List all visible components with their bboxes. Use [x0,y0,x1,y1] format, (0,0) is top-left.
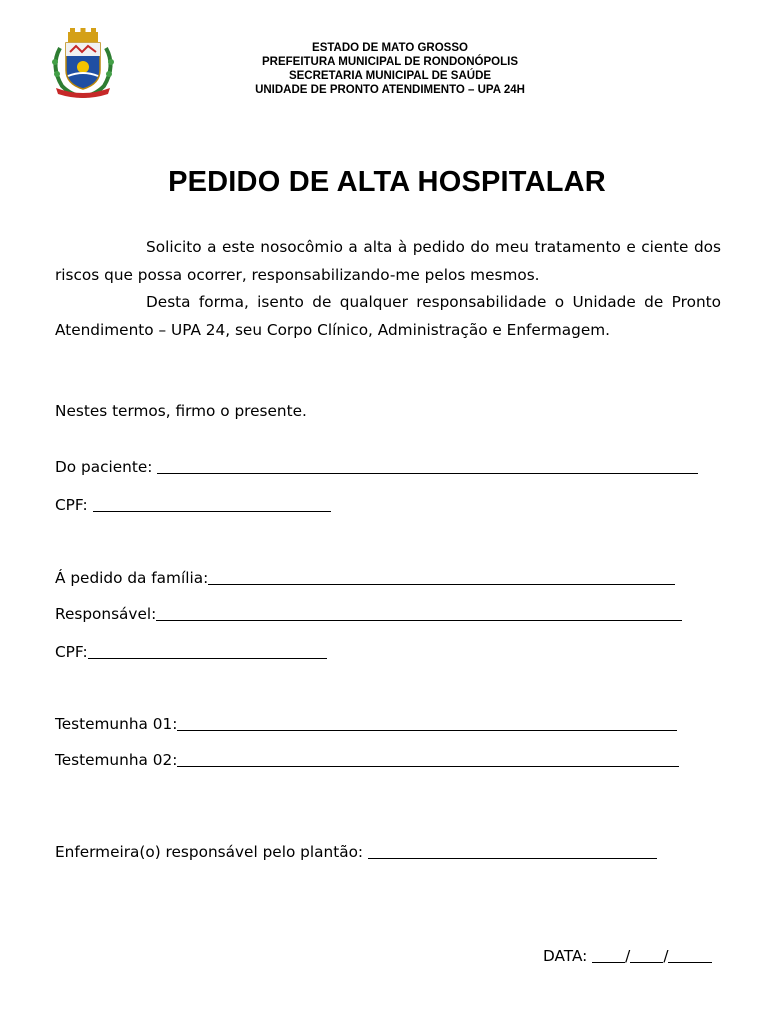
responsible-line [55,605,682,623]
witness-2-label: Testemunha 02: [55,751,178,769]
date-day-field[interactable] [592,948,625,963]
patient-cpf-field[interactable] [93,497,331,512]
paragraph-release: Desta forma, isento de qualquer responsabilidade o Unidade de Pronto Atendimento – UPA 24, seu Corpo Clínico, Administração e Enfermagem. [55,293,721,339]
witness-1-line [55,715,677,733]
nurse-label: Enfermeira(o) responsável pelo plantão: [55,843,364,861]
header-health-secretariat: SECRETARIA MUNICIPAL DE SAÚDE [288,70,492,82]
date-year-field[interactable] [668,948,712,963]
family-label: Á pedido da família: [55,569,209,587]
date-separator: / [625,947,631,965]
municipal-coat-of-arms-icon [46,26,120,100]
header-prefecture: PREFEITURA MUNICIPAL DE RONDONÓPOLIS [262,56,518,68]
witness-2-signature-field[interactable] [177,752,679,767]
responsible-cpf-label: CPF: [55,643,88,661]
date-label: DATA: [543,947,588,965]
nurse-signature-field[interactable] [368,844,657,859]
responsible-signature-field[interactable] [156,606,682,621]
responsible-cpf-line [55,643,327,661]
header-unit: UNIDADE DE PRONTO ATENDIMENTO – UPA 24H [255,84,525,96]
date-month-field[interactable] [630,948,663,963]
responsible-label: Responsável: [55,605,157,623]
patient-signature-field[interactable] [157,459,698,474]
patient-cpf-label: CPF: [55,496,88,514]
family-signature-field[interactable] [208,570,675,585]
paragraph-closing: Nestes termos, firmo o presente. [55,402,307,420]
header-state: ESTADO DE MATO GROSSO [312,42,468,54]
witness-1-label: Testemunha 01: [55,715,178,733]
family-request-line [55,569,675,587]
date-line [543,947,712,965]
patient-cpf-line [55,496,331,514]
witness-1-signature-field[interactable] [177,716,677,731]
nurse-line [55,843,657,861]
witness-2-line [55,751,679,769]
paragraph-request: Solicito a este nosocômio a alta à pedido do meu tratamento e ciente dos riscos que possa ocorrer, responsabilizando-me pelos mesmos. [55,238,721,284]
patient-signature-line [55,458,698,476]
institution-header [200,41,580,97]
responsible-cpf-field[interactable] [88,644,327,659]
document-title: PEDIDO DE ALTA HOSPITALAR [168,166,606,198]
patient-label: Do paciente: [55,458,153,476]
date-separator: / [663,947,669,965]
